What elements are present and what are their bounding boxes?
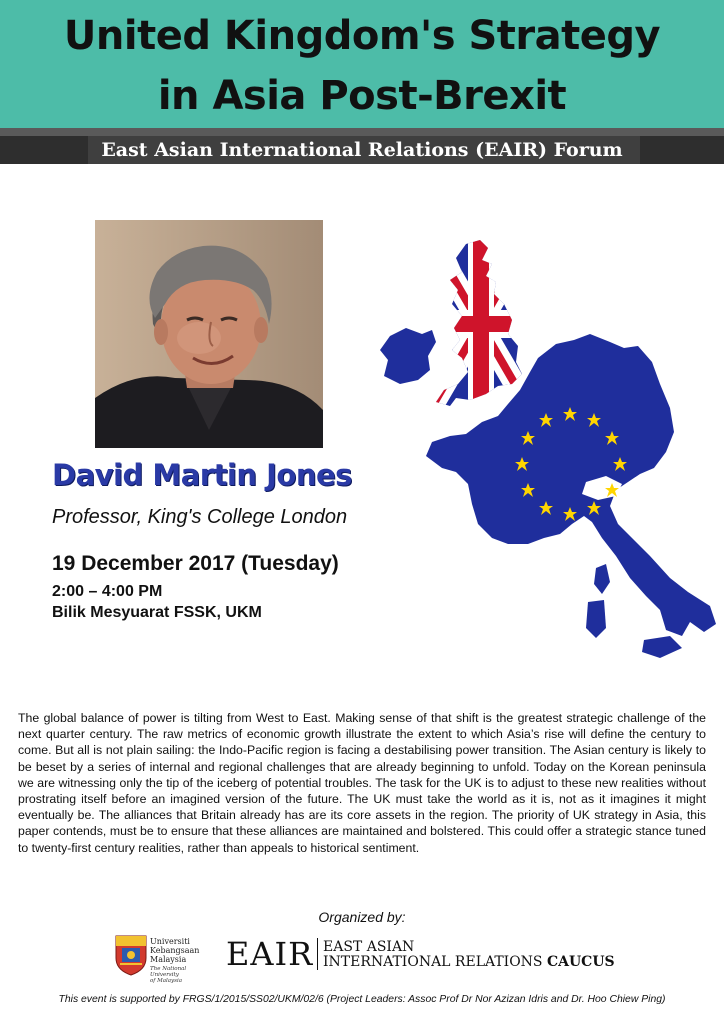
event-title-line1: United Kingdom's Strategy xyxy=(63,13,661,59)
ukm-name-line2: Kebangsaan xyxy=(150,946,200,955)
speaker-name: David Martin Jones xyxy=(52,458,352,492)
ukm-english-name xyxy=(150,966,212,984)
eair-logo-divider xyxy=(317,938,318,970)
forum-name: East Asian International Relations (EAIR) Forum xyxy=(101,139,623,161)
event-venue: Bilik Mesyuarat FSSK, UKM xyxy=(52,604,262,621)
speaker-photo xyxy=(95,220,323,448)
event-title-line2: in Asia Post-Brexit xyxy=(157,73,567,119)
ukm-name-line1: Universiti xyxy=(150,937,190,946)
eair-name-line2 xyxy=(323,955,615,970)
ukm-crest-icon xyxy=(114,934,148,976)
uk-eu-map xyxy=(370,238,722,668)
ukm-sub-line1: The National University xyxy=(150,966,187,978)
eair-name-caucus: CAUCUS xyxy=(546,954,615,970)
event-abstract: The global balance of power is tilting from West to East. Making sense of that shift is the greatest strategic challenge of the next quarter century. The raw metrics of economic growth illustrate the extent to which Asia’s rise will define the century to come. But all is not plain sailing: the Indo-Pacific region is facing a destabilising power transition. The Asian century is likely to be beset by a series of internal and regional challenges that are already beginning to unfold. Today on the Korean peninsula we are witnessing only the tip of the iceberg of potential troubles. The task for the UK is to adjust to these new realities without prostrating itself before an imagined version of the future. The UK must take the world as it is, not as it imagines it might eventually be. The alliances that Britain already has are its core assets in the region. The priority of UK strategy in Asia, this paper contends, must be to ensure that these alliances are maintained and bolstered. This could offer a strategic stance tuned to twenty-first century realities, rather than appeals to historical sentiment. xyxy=(18,711,706,855)
event-date: 19 December 2017 (Tuesday) xyxy=(52,552,339,575)
organized-by-label: Organized by: xyxy=(318,909,406,925)
speaker-affiliation: Professor, King's College London xyxy=(52,506,348,528)
ukm-name xyxy=(150,937,199,964)
eair-name-line2-main: INTERNATIONAL RELATIONS xyxy=(323,954,547,970)
ukm-sub-line2: of Malaysia xyxy=(150,978,183,984)
funding-note: This event is supported by FRGS/1/2015/SS02/UKM/02/6 (Project Leaders: Assoc Prof Dr Nor Azizan Idris and Dr. Hoo Chiew Ping) xyxy=(58,994,666,1005)
event-time: 2:00 – 4:00 PM xyxy=(52,583,163,600)
uk-europe-flag-map-icon xyxy=(370,238,722,668)
divider-band xyxy=(0,128,724,136)
eair-acronym: EAIR xyxy=(226,935,314,973)
ukm-name-line3: Malaysia xyxy=(150,955,187,964)
speaker-portrait xyxy=(95,220,323,448)
eair-name-line1: EAST ASIAN xyxy=(323,939,415,955)
ukm-logo xyxy=(114,934,212,984)
